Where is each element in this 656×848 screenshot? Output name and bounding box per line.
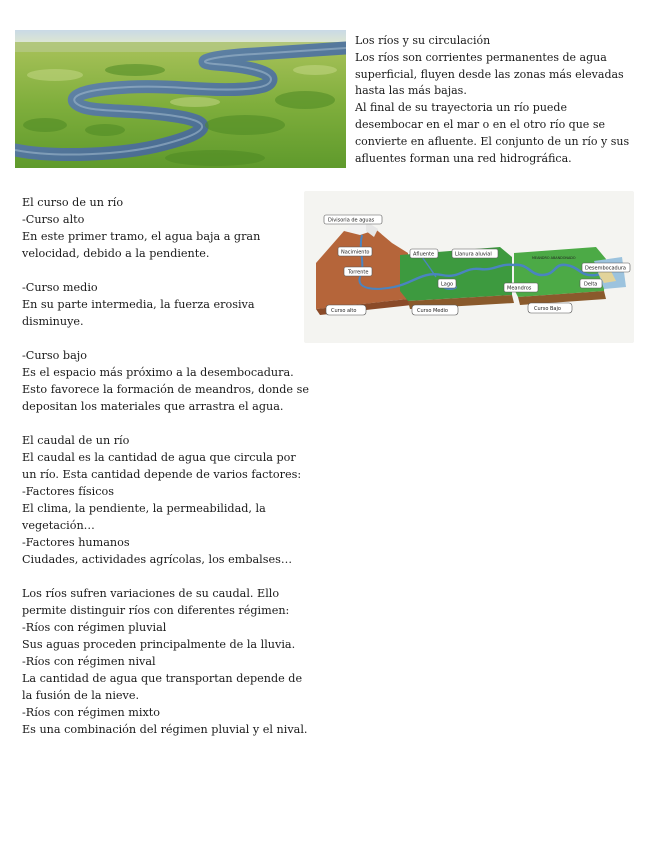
paragraph-line: En este primer tramo, el agua baja a gran [22,230,261,243]
paragraph-line: -Factores físicos [22,485,114,498]
paragraph-line: El clima, la pendiente, la permeabilidad, la [22,502,266,515]
diagram-label-meandro-abandonado: MEANDRO ABANDONADO [532,256,576,260]
paragraph-line: Es el espacio más próximo a la desembocadura. [22,366,294,379]
intro-paragraph [355,33,650,167]
paragraph-line: Los ríos sufren variaciones de su caudal. Ello [22,587,280,600]
diagram-label-llanura: Llanura aluvial [455,251,492,258]
river-course-diagram [304,191,634,343]
paragraph-line: vegetación… [22,519,95,532]
paragraph-gap [22,568,322,585]
paragraph-line: En su parte intermedia, la fuerza erosiva [22,298,255,311]
diagram-label-curso-bajo: Curso Bajo [534,306,561,312]
body-text [22,194,322,738]
paragraph-line: -Ríos con régimen mixto [22,706,161,719]
intro-line: hasta las más bajas. [355,84,467,98]
paragraph-line: la fusión de la nieve. [22,689,140,702]
paragraph-line: Ciudades, actividades agrícolas, los embalses… [22,553,293,566]
intro-line: Al final de su trayectoria un río puede [355,101,567,115]
paragraph-line: Esto favorece la formación de meandros, donde se [22,383,309,396]
subsection-heading: -Curso alto [22,213,85,226]
intro-title: Los ríos y su circulación [355,34,491,47]
paragraph-gap [22,262,322,279]
paragraph-line: -Ríos con régimen nival [22,655,156,668]
diagram-label-curso-alto: Curso alto [331,308,357,314]
subsection-heading: -Curso bajo [22,349,87,362]
section-heading: El caudal de un río [22,434,130,447]
paragraph-gap [22,330,322,347]
intro-line: convierte en afluente. El conjunto de un río y sus [355,134,630,148]
diagram-label-nacimiento: Nacimiento [341,249,370,256]
paragraph-line: permite distinguir ríos con diferentes régimen: [22,604,290,617]
diagram-label-delta: Delta [584,281,598,288]
diagram-label-lago: Lago [441,281,454,288]
diagram-label-curso-medio: Curso Medio [417,308,448,314]
paragraph-line: -Ríos con régimen pluvial [22,621,167,634]
intro-line: Los ríos son corrientes permanentes de agua [355,50,607,64]
paragraph-line: -Factores humanos [22,536,130,549]
paragraph-line: depositan los materiales que arrastra el agua. [22,400,284,413]
paragraph-gap [22,415,322,432]
diagram-label-desembocadura: Desembocadura [585,265,626,272]
paragraph-line: velocidad, debido a la pendiente. [22,247,210,260]
paragraph-line: El caudal es la cantidad de agua que circula por [22,451,296,464]
paragraph-line: Sus aguas proceden principalmente de la lluvia. [22,638,296,651]
paragraph-line: Es una combinación del régimen pluvial y el nival. [22,723,308,736]
paragraph-line: un río. Esta cantidad depende de varios factores: [22,468,302,481]
intro-line: afluentes forman una red hidrográfica. [355,151,572,165]
paragraph-line: La cantidad de agua que transportan depende de [22,672,303,685]
intro-line: superficial, fluyen desde las zonas más elevadas [355,67,624,81]
diagram-label-afluente: Afluente [413,251,435,258]
subsection-heading: -Curso medio [22,281,98,294]
diagram-label-meandros: Meandros [507,285,532,292]
paragraph-line: disminuye. [22,315,84,328]
river-aerial-photo [15,30,346,168]
section-heading: El curso de un río [22,196,124,209]
diagram-label-divisoria: Divisoria de aguas [328,217,375,224]
intro-line: desembocar en el mar o en el otro río que se [355,117,605,131]
diagram-label-torrente: Torrente [348,269,369,276]
